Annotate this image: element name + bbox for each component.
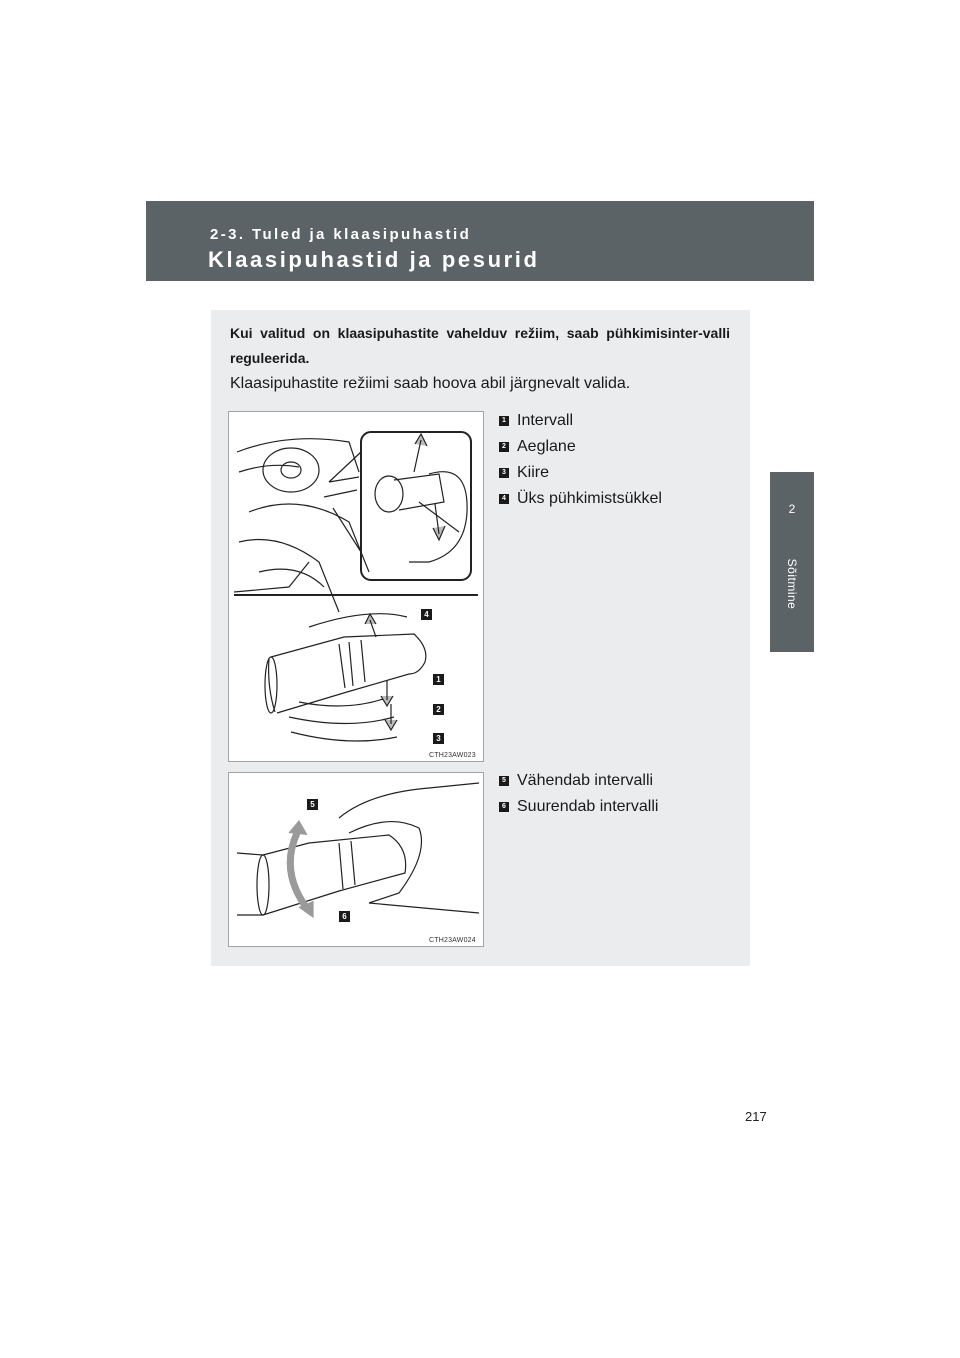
header-bar <box>146 201 814 281</box>
callout-1: 1 <box>433 674 444 685</box>
legend-number: 2 <box>499 442 509 452</box>
legend-label: Kiire <box>517 464 550 481</box>
page-title: Klaasipuhastid ja pesurid <box>208 247 540 272</box>
content-panel <box>211 310 750 966</box>
legend-item <box>499 486 662 512</box>
intro-text: Klaasipuhastite režiimi saab hoova abil järgnevalt valida. <box>230 375 631 392</box>
wiper-lever-illustration <box>229 412 483 761</box>
legend-number: 4 <box>499 494 509 504</box>
callout-4: 4 <box>421 609 432 620</box>
legend-label: Aeglane <box>517 438 576 455</box>
legend-label: Intervall <box>517 412 574 429</box>
wiper-lever-figure <box>228 411 484 762</box>
legend-label: Vähendab intervalli <box>517 772 654 789</box>
legend-item <box>499 768 658 794</box>
intro-bold-text: Kui valitud on klaasipuhastite vahelduv režiim, saab pühkimisinter-valli reguleerida. <box>230 325 730 366</box>
callout-3: 3 <box>433 733 444 744</box>
legend-item <box>499 794 658 820</box>
legend-item <box>499 408 662 434</box>
wiper-interval-illustration <box>229 773 483 946</box>
page-number: 217 <box>745 1109 767 1124</box>
chapter-number: 2 <box>788 502 796 516</box>
legend-number: 6 <box>499 802 509 812</box>
chapter-title: Sõitmine <box>785 558 799 610</box>
legend-item <box>499 460 662 486</box>
legend-item <box>499 434 662 460</box>
callout-5: 5 <box>307 799 318 810</box>
legend-label: Suurendab intervalli <box>517 798 659 815</box>
figure-code: CTH23AW023 <box>429 752 476 759</box>
callout-6: 6 <box>339 911 350 922</box>
legend-number: 5 <box>499 776 509 786</box>
wiper-interval-figure <box>228 772 484 947</box>
legend-number: 1 <box>499 416 509 426</box>
legend-number: 3 <box>499 468 509 478</box>
legend-list-2 <box>499 768 658 820</box>
chapter-tab <box>770 472 814 652</box>
section-label: 2-3. Tuled ja klaasipuhastid <box>210 226 472 243</box>
legend-list-1 <box>499 408 662 512</box>
figure-code: CTH23AW024 <box>429 937 476 944</box>
callout-2: 2 <box>433 704 444 715</box>
legend-label: Üks pühkimistsükkel <box>517 490 662 507</box>
